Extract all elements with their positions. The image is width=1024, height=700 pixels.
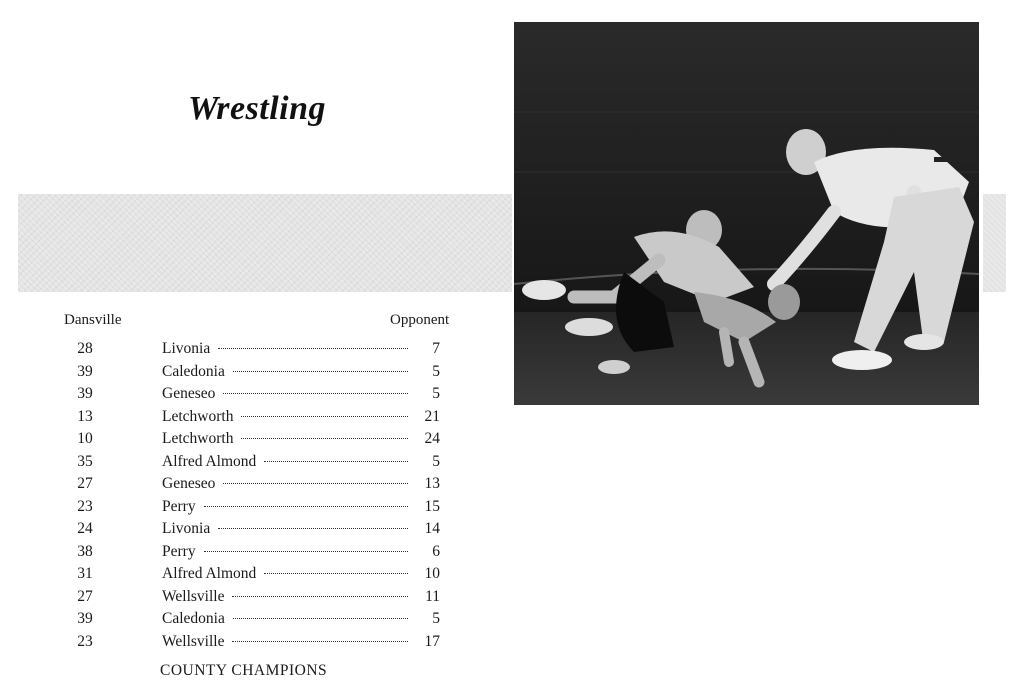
wrestling-photo-illustration: [514, 22, 979, 405]
opponent-name: Geneseo: [162, 475, 216, 492]
opponent-name: Letchworth: [162, 430, 234, 447]
column-header-dansville: Dansville: [64, 312, 122, 328]
opponent-name: Livonia: [162, 520, 211, 537]
opponent-score: 7: [432, 340, 440, 357]
dansville-score: 27: [77, 475, 93, 492]
opponent-name: Perry: [162, 542, 196, 560]
result-row: [60, 430, 440, 453]
result-row: [60, 385, 440, 408]
dot-leader: [218, 348, 408, 349]
result-row: [60, 543, 440, 566]
opponent-score: 11: [425, 587, 440, 605]
result-row: [60, 633, 440, 656]
opponent-score: 15: [424, 497, 440, 515]
page-title: Wrestling: [188, 90, 327, 127]
opponent-score: 5: [432, 385, 440, 402]
opponent-score: 5: [432, 362, 440, 380]
result-row: [60, 588, 440, 611]
opponent-score: 5: [432, 610, 440, 627]
dansville-score: 23: [77, 632, 93, 650]
wrestling-photo: [514, 22, 979, 405]
dot-leader: [232, 596, 408, 597]
opponent-score: 14: [424, 520, 440, 537]
opponent-name: Caledonia: [162, 610, 225, 627]
opponent-score: 13: [424, 475, 440, 492]
opponent-name: Wellsville: [162, 632, 225, 650]
dot-leader: [264, 461, 408, 462]
result-row: [60, 408, 440, 431]
dot-leader: [232, 641, 408, 642]
result-row: [60, 520, 440, 543]
dansville-score: 31: [77, 565, 93, 582]
dansville-score: 38: [77, 542, 93, 560]
result-row: [60, 363, 440, 386]
result-row: [60, 453, 440, 476]
result-row: [60, 610, 440, 633]
dansville-score: 24: [77, 520, 93, 537]
results-table: [60, 340, 440, 655]
dansville-score: 13: [77, 407, 93, 425]
dansville-score: 10: [77, 430, 93, 447]
result-row: [60, 475, 440, 498]
opponent-score: 6: [432, 542, 440, 560]
dansville-score: 35: [77, 452, 93, 470]
dot-leader: [233, 618, 408, 619]
dot-leader: [264, 573, 408, 574]
county-champions-caption: COUNTY CHAMPIONS: [160, 662, 328, 679]
dot-leader: [218, 528, 408, 529]
dot-leader: [233, 371, 408, 372]
dansville-score: 28: [77, 340, 93, 357]
dansville-score: 39: [77, 610, 93, 627]
opponent-score: 10: [424, 565, 440, 582]
opponent-score: 5: [432, 452, 440, 470]
dot-leader: [223, 393, 408, 394]
opponent-name: Perry: [162, 497, 196, 515]
dansville-score: 39: [77, 385, 93, 402]
dansville-score: 39: [77, 362, 93, 380]
dot-leader: [204, 551, 408, 552]
opponent-score: 17: [424, 632, 440, 650]
opponent-score: 21: [424, 407, 440, 425]
decorative-band-stub: [983, 194, 1006, 292]
opponent-name: Caledonia: [162, 362, 225, 380]
dot-leader: [241, 438, 408, 439]
column-header-opponent: Opponent: [390, 312, 450, 328]
result-row: [60, 565, 440, 588]
opponent-name: Livonia: [162, 340, 211, 357]
dansville-score: 27: [77, 587, 93, 605]
dansville-score: 23: [77, 497, 93, 515]
opponent-name: Alfred Almond: [162, 565, 257, 582]
opponent-name: Alfred Almond: [162, 452, 257, 470]
decorative-band: [18, 194, 512, 292]
dot-leader: [204, 506, 408, 507]
opponent-name: Letchworth: [162, 407, 234, 425]
opponent-name: Wellsville: [162, 587, 225, 605]
dot-leader: [241, 416, 408, 417]
result-row: [60, 340, 440, 363]
result-row: [60, 498, 440, 521]
opponent-name: Geneseo: [162, 385, 216, 402]
dot-leader: [223, 483, 408, 484]
opponent-score: 24: [424, 430, 440, 447]
